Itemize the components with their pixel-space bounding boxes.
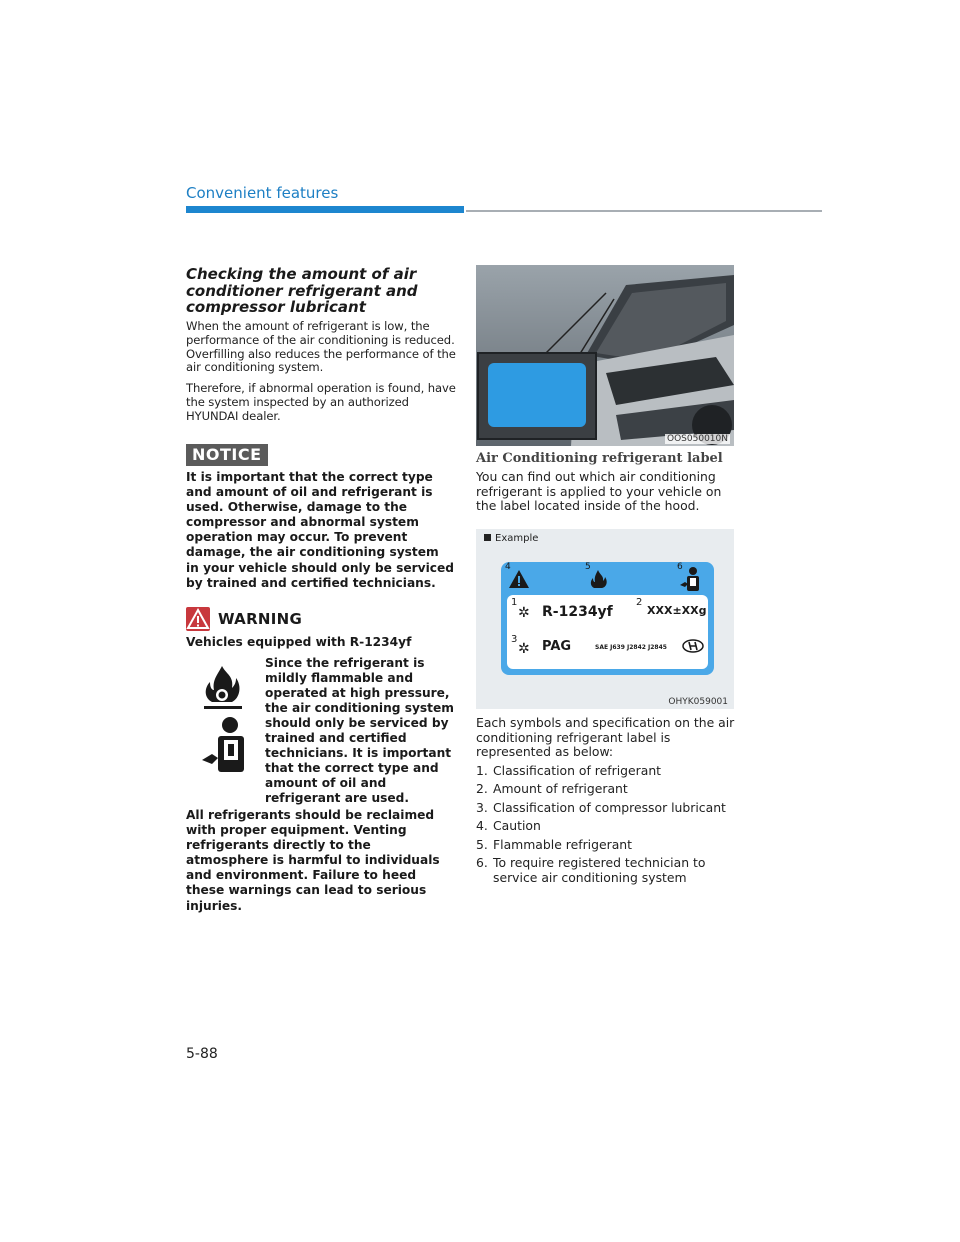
refrigerant-amount: XXX±XXg xyxy=(647,604,707,617)
paragraph-dealer: Therefore, if abnormal operation is found, have the system inspected by an authorized HYUNDAI dealer. xyxy=(186,381,456,423)
example-caption: Example xyxy=(484,533,538,544)
section-title: Convenient features xyxy=(186,184,339,202)
label-inner-panel xyxy=(507,595,708,669)
caption-heading: Air Conditioning refrigerant label xyxy=(476,451,723,466)
header-accent-bar xyxy=(186,206,464,213)
flammable-icon xyxy=(198,662,248,712)
square-bullet-icon xyxy=(484,534,491,541)
paragraph-label-location: You can find out which air conditioning refrigerant is applied to your vehicle on the label located inside of the hood. xyxy=(476,469,722,514)
page-number: 5-88 xyxy=(186,1046,218,1062)
list-item: 3. Classification of compressor lubricant xyxy=(476,799,726,815)
refrigerant-type: R-1234yf xyxy=(542,604,613,620)
warning-body: Since the refrigerant is mildly flammable and operated at high pressure, the air conditioning system should only be serviced by trained and certified technicians. It is important that the correct type and amount of oil and refrigerant are used. xyxy=(265,656,454,805)
list-item: 4. Caution xyxy=(476,818,541,834)
technician-icon xyxy=(198,716,252,774)
oil-can-icon: ✲ xyxy=(518,641,530,657)
marker-5: 5 xyxy=(585,562,591,572)
warning-body-continued: All refrigerants should be reclaimed with proper equipment. Venting refrigerants directly to the atmosphere is harmful to individuals and environment. Failure to heed these warnings can lead to serious injuries. xyxy=(186,808,440,913)
example-code: OHYK059001 xyxy=(668,697,728,707)
warning-title: WARNING xyxy=(218,610,303,628)
warning-subtitle: Vehicles equipped with R-1234yf xyxy=(186,635,412,649)
symbol-list xyxy=(476,764,738,890)
lubricant-type: PAG xyxy=(542,639,572,654)
marker-3: 3 xyxy=(511,634,518,645)
header-rule xyxy=(466,210,822,212)
list-item: 5. Flammable refrigerant xyxy=(476,836,632,852)
marker-2: 2 xyxy=(636,597,643,608)
paragraph-symbols: Each symbols and specification on the air conditioning refrigerant label is represented as below: xyxy=(476,715,735,760)
molecule-icon: ✲ xyxy=(518,605,530,621)
list-item: 2. Amount of refrigerant xyxy=(476,781,628,797)
notice-badge: NOTICE xyxy=(186,444,268,466)
hyundai-logo xyxy=(682,639,704,653)
list-item: 1. Classification of refrigerant xyxy=(476,763,662,778)
refrigerant-label-card xyxy=(501,562,714,675)
list-item: 6. To require registered technician to service air conditioning system xyxy=(476,855,706,886)
hood-photo xyxy=(476,265,734,446)
marker-6: 6 xyxy=(677,562,683,572)
warning-triangle-icon xyxy=(186,607,210,631)
photo-code: OOS050010N xyxy=(667,434,728,444)
marker-1: 1 xyxy=(511,597,518,608)
marker-4: 4 xyxy=(505,562,511,572)
paragraph-refrigerant-low: When the amount of refrigerant is low, the performance of the air conditioning is reduced. Overfilling also reduces the performance of the air conditioning system. xyxy=(186,319,456,375)
sae-standards: SAE J639 J2842 J2845 xyxy=(595,644,667,651)
notice-text: It is important that the correct type and amount of oil and refrigerant is used. Otherwise, damage to the compressor and abnormal system operation may occur. To prevent damage, the air conditioning system in your vehicle should only be serviced by trained and certified technicians. xyxy=(186,470,454,590)
example-label-figure xyxy=(476,529,734,709)
section-heading: Checking the amount of air conditioner refrigerant and compressor lubricant xyxy=(186,265,418,316)
